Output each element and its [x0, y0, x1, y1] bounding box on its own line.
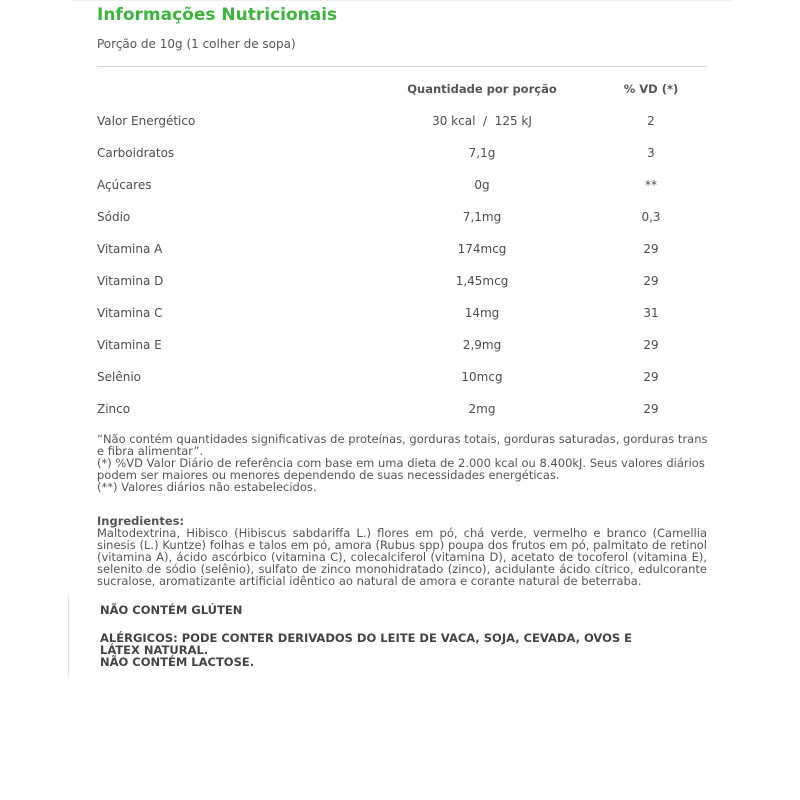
- nutrient-name: Zinco: [97, 402, 131, 416]
- nutrient-vd-value: 2: [647, 114, 655, 128]
- left-vertical-rule: [68, 596, 69, 678]
- table-row: [97, 238, 707, 270]
- nutrient-name: Vitamina E: [97, 338, 162, 352]
- nutrient-quantity-value: 7,1g: [468, 146, 496, 160]
- nutrient-name: Carboidratos: [97, 146, 175, 160]
- nutrient-name: Vitamina C: [97, 306, 163, 320]
- nutrient-name: Açúcares: [97, 178, 152, 192]
- lactose-text: NÃO CONTÉM LACTOSE.: [100, 655, 255, 669]
- header-divider: [97, 66, 707, 67]
- nutrient-vd-value: 29: [643, 338, 659, 352]
- nutrient-quantity-value: 30 kcal / 125 kJ: [432, 114, 532, 128]
- nutrient-vd-value: 31: [643, 306, 659, 320]
- nutrient-name: Valor Energético: [97, 114, 196, 128]
- top-border-line: [72, 0, 732, 1]
- allergen-warning: [100, 632, 660, 668]
- nutrient-vd-value: 29: [643, 242, 659, 256]
- allergen-text: ALÉRGICOS: PODE CONTER DERIVADOS DO LEITE DE VACA, SOJA, CEVADA, OVOS E LÁTEX NATURAL.: [100, 631, 633, 657]
- nutrient-quantity-value: 7,1mg: [462, 210, 502, 224]
- portion-size: Porção de 10g (1 colher de sopa): [97, 37, 296, 51]
- ingredients-title: Ingredientes:: [97, 514, 185, 528]
- table-row: [97, 206, 707, 238]
- ingredients-text: Maltodextrina, Hibisco (Hibiscus sabdariffa L.) flores em pó, chá verde, vermelho e branco (Camellia sinesis (L.) Kuntze) folhas e talos em pó, amora (Rubus spp) poupa dos frutos em pó, palmitato de retinol (vitamina A), ácido ascórbico (vitamina C), colecalciferol (vitamina D), acetato de tocoferol (vitamina E), selenito de sódio (selênio), sulfato de zinco monohidratado (zinco), acidulante ácido cítrico, edulcorante sucralose, aromatizante artificial idêntico ao natural de amora e corante natural de beterraba.: [97, 526, 707, 588]
- table-row: [97, 110, 707, 142]
- nutrition-table: [97, 78, 707, 430]
- footnote-not-established: (**) Valores diários não estabelecidos.: [97, 480, 317, 494]
- nutrient-vd-value: **: [645, 178, 657, 192]
- footnote-vd-reference: (*) %VD Valor Diário de referência com base em uma dieta de 2.000 kcal ou 8.400kJ. Seus valores diários podem ser maiores ou menores dependendo de suas necessidades energéticas.: [97, 456, 705, 482]
- nutrient-name: Vitamina A: [97, 242, 163, 256]
- nutrient-vd-value: 29: [643, 274, 659, 288]
- nutrient-quantity-value: 2mg: [468, 402, 496, 416]
- table-row: [97, 366, 707, 398]
- nutrient-quantity-value: 10mcg: [461, 370, 503, 384]
- nutrient-vd-value: 0,3: [641, 210, 661, 224]
- gluten-warning: NÃO CONTÉM GLÚTEN: [100, 603, 243, 617]
- table-body: [97, 110, 707, 430]
- nutrient-quantity-value: 14mg: [464, 306, 500, 320]
- table-row: [97, 334, 707, 366]
- nutrient-name: Sódio: [97, 210, 131, 224]
- page-title: Informações Nutricionais: [97, 5, 338, 25]
- footnote-not-significant: “Não contém quantidades significativas de proteínas, gorduras totais, gorduras saturadas, gorduras trans e fibra alimentar”.: [97, 432, 708, 458]
- table-header-row: Quantidade por porção % VD (*): [407, 82, 679, 96]
- nutrient-vd-value: 29: [643, 402, 659, 416]
- nutrient-vd-value: 3: [647, 146, 655, 160]
- table-row: [97, 302, 707, 334]
- ingredients-section: [97, 515, 707, 587]
- table-row: [97, 270, 707, 302]
- table-row: [97, 398, 707, 430]
- footnotes: [97, 433, 717, 493]
- nutrient-quantity-value: 0g: [474, 178, 490, 192]
- nutrient-quantity-value: 1,45mcg: [455, 274, 509, 288]
- nutrient-quantity-value: 2,9mg: [462, 338, 502, 352]
- nutrient-name: Vitamina D: [97, 274, 164, 288]
- nutrient-vd-value: 29: [643, 370, 659, 384]
- table-row: [97, 142, 707, 174]
- nutrient-name: Selênio: [97, 370, 141, 384]
- table-row: [97, 174, 707, 206]
- nutrient-quantity-value: 174mcg: [457, 242, 507, 256]
